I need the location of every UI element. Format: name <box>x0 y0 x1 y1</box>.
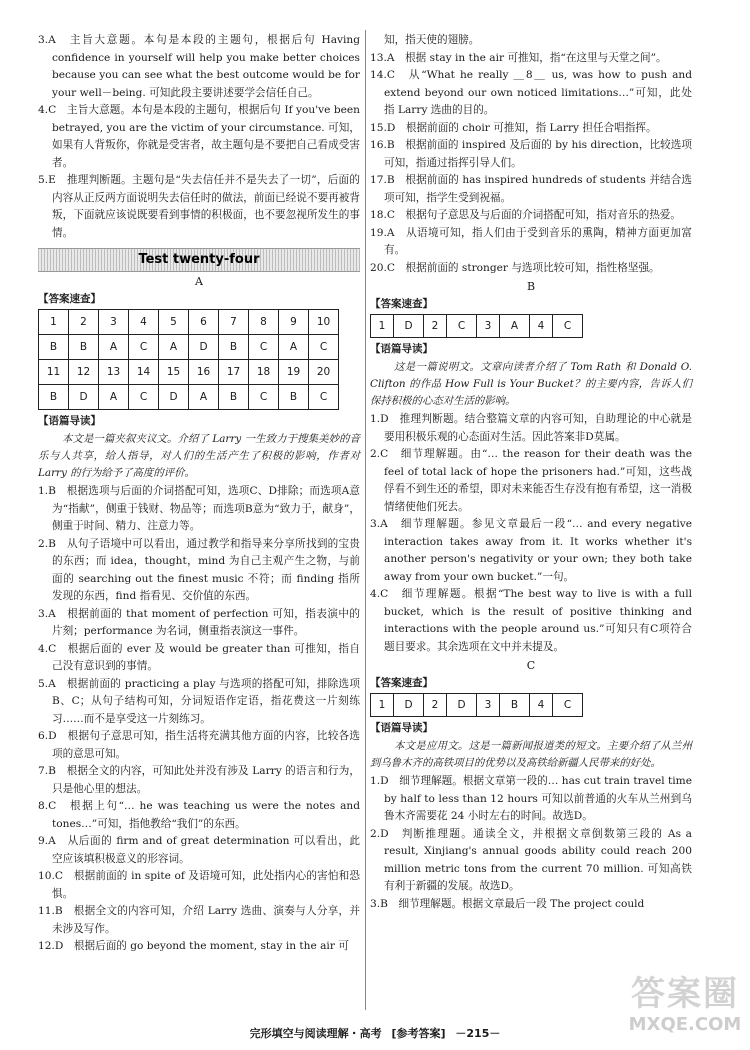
answer-cell: C <box>447 315 477 338</box>
section-a-letter: A <box>195 275 203 288</box>
question-number-cell: 4 <box>530 315 553 338</box>
answer-cell: C <box>553 315 583 338</box>
answer-cell: B <box>219 385 249 410</box>
answer-cell: D <box>394 315 424 338</box>
answer-cell: B <box>279 385 309 410</box>
passage-guide-label: 【语篇导读】 <box>38 415 101 427</box>
answer-grid-row <box>39 310 339 335</box>
question-number-cell: 17 <box>219 360 249 385</box>
answer-grid-row <box>39 385 339 410</box>
explanation-item: 3.B 细节理解题。根据文章最后一段 The project could <box>370 897 645 910</box>
answer-cell: D <box>69 385 99 410</box>
answer-cell: B <box>69 335 99 360</box>
answer-cell: A <box>500 315 530 338</box>
answer-cell: D <box>189 335 219 360</box>
explanation-item: 4.C 细节理解题。根据“The best way to live is with a full bucket, which is the result of positive thinking and interactions with the people around us.”可知只有C项符合题目要求。其余选项在文中并未提及。 <box>370 588 692 653</box>
question-number-cell: 3 <box>477 694 500 717</box>
question-number-cell: 3 <box>99 310 129 335</box>
explanation-item: 19.A 从语境可知，指人们由于受到音乐的熏陶，精神方面更加富有。 <box>370 226 692 256</box>
answer-cell: C <box>553 694 583 717</box>
explanation-item: 2.D 判断推理题。通读全文，并根据文章倒数第三段的 As a result, Xinjiang's annual goods ability could reach 200 million metric tons from the current 70 million. 可知高铁有利于新疆的发展。故选D。 <box>370 827 692 892</box>
explanation-item: 8.C 根据上句“… he was teaching us were the notes and tones…”可知，指他教给“我们”的东西。 <box>38 800 360 830</box>
right-column <box>370 32 692 913</box>
answer-cell: A <box>99 335 129 360</box>
explanation-item: 知，指天使的翅膀。 <box>384 34 480 46</box>
answer-grid-row <box>39 335 339 360</box>
answer-strip-c <box>370 693 583 717</box>
explanation-item: 2.C 细节理解题。由“… the reason for their death was the feel of total lack of hope the prisoners had.”可知，这些战俘看不到生还的希望，即对未来能否生存没有抱有希望，这一消极情绪使他们死去。 <box>370 448 692 513</box>
answer-cell: A <box>159 335 189 360</box>
explanation-item: 20.C 根据前面的 stronger 与选项比较可知，指性格坚强。 <box>370 261 660 274</box>
answer-cell: C <box>129 335 159 360</box>
question-number-cell: 10 <box>309 310 339 335</box>
explanation-item: 1.B 根据选项与后面的介词搭配可知，选项C、D排除；而选项A意为“指献”，侧重于钱财、物品等；而选项B意为“致力于，献身”，侧重于时间、精力、注意力等。 <box>38 485 360 532</box>
answer-cell: C <box>309 335 339 360</box>
explanation-item: 17.B 根据前面的 has inspired hundreds of students 并结合选项可知，指学生受到祝福。 <box>370 174 692 204</box>
answer-cell: C <box>249 335 279 360</box>
question-number-cell: 4 <box>129 310 159 335</box>
explanation-item: 5.E 推理判断题。主题句是“失去信任并不是失去了一切”，后面的内容从正反两方面说明失去信任时的做法，前面已经说不要再被背叛，下面就应该说既要看到事情的积极面，也不要忽视所发生的事情。 <box>38 174 360 239</box>
explanation-item: 4.C 主旨大意题。本句是本段的主题句，根据后句 If you've been betrayed, you are the victim of your circumstance. 可知，如果有人背叛你，你就是受害者，故主题句是不要把自己看成受害者。 <box>38 104 360 169</box>
answer-cell: D <box>159 385 189 410</box>
passage-summary: 这是一篇说明文。文章向读者介绍了 Tom Rath 和 Donald O. Clifton 的作品 How Full is Your Bucket？的主要内容，告诉人们保持积极的心态对生活的影响。 <box>370 361 692 407</box>
answer-cell: C <box>129 385 159 410</box>
explanation-item: 1.D 细节理解题。根据文章第一段的… has cut train travel time by half to less than 12 hours 可知以前普通的火车从兰州到乌鲁木齐需要花 24 小时左右的时间。故选D。 <box>370 775 692 822</box>
question-number-cell: 8 <box>249 310 279 335</box>
answer-strip-row <box>371 315 583 338</box>
question-number-cell: 3 <box>477 315 500 338</box>
question-number-cell: 14 <box>129 360 159 385</box>
question-number-cell: 2 <box>69 310 99 335</box>
explanation-item: 2.B 从句子语境中可以看出，通过教学和指导来分享所找到的宝贵的东西；而 idea，thought，mind 为自己主观产生之物，与前面的 searching out the finest music 不符；而 finding 指所发现的东西，find 指看见、交价值的东西。 <box>38 537 360 602</box>
explanation-item: 16.B 根据前面的 inspired 及后面的 by his direction，比较选项可知，指通过指挥引导人们。 <box>370 139 692 169</box>
book-title: 完形填空与阅读理解・高考 <box>249 1027 382 1040</box>
answer-cell: D <box>447 694 477 717</box>
question-number-cell: 2 <box>424 315 447 338</box>
answer-cell: B <box>500 694 530 717</box>
answer-cell: D <box>394 694 424 717</box>
answer-cell: A <box>99 385 129 410</box>
question-number-cell: 7 <box>219 310 249 335</box>
explanation-item: 11.B 根据全文的内容可知，介绍 Larry 选曲、演奏与人分享，并未涉及写作。 <box>38 905 360 935</box>
answer-strip-b <box>370 314 583 338</box>
question-number-cell: 1 <box>39 310 69 335</box>
watermark-logo-text: 答案圈 <box>631 974 739 1014</box>
question-number-cell: 9 <box>279 310 309 335</box>
answer-check-label: 【答案速查】 <box>38 293 101 305</box>
explanation-item: 14.C 从“What he really ＿8＿ us, was how to push and extend beyond our own noticed limitations…”可知，此处指 Larry 选曲的目的。 <box>370 69 692 116</box>
column-divider <box>365 30 366 1010</box>
answer-cell: B <box>39 335 69 360</box>
question-number-cell: 2 <box>424 694 447 717</box>
question-number-cell: 13 <box>99 360 129 385</box>
site-watermark <box>626 974 744 1044</box>
question-number-cell: 12 <box>69 360 99 385</box>
question-number-cell: 20 <box>309 360 339 385</box>
question-number-cell: 1 <box>371 315 394 338</box>
question-number-cell: 16 <box>189 360 219 385</box>
passage-guide-label: 【语篇导读】 <box>370 343 433 355</box>
page-number: －215－ <box>455 1027 501 1040</box>
section-c-letter: C <box>526 659 536 672</box>
explanation-item: 4.C 根据后面的 ever 及 would be greater than 可推知，指自己没有意识到的事情。 <box>38 642 360 672</box>
explanation-item: 13.A 根据 stay in the air 可推知，指“在这里与天堂之间”。 <box>370 51 667 64</box>
answer-cell: C <box>309 385 339 410</box>
answer-cell: B <box>219 335 249 360</box>
question-number-cell: 6 <box>189 310 219 335</box>
answer-cell: C <box>249 385 279 410</box>
answer-cell: A <box>279 335 309 360</box>
explanation-item: 1.D 推理判断题。结合整篇文章的内容可知，自助理论的中心就是要用积极乐观的心态面对生活。因此答案非D莫属。 <box>370 413 692 443</box>
answer-check-label: 【答案速查】 <box>370 298 433 310</box>
section-b-letter: B <box>526 280 536 293</box>
explanation-item: 12.D 根据后面的 go beyond the moment, stay in the air 可 <box>38 940 349 952</box>
question-number-cell: 18 <box>249 360 279 385</box>
explanation-item: 5.A 根据前面的 practicing a play 与选项的搭配可知，排除选项B、C；从句子结构可知，分词短语作定语，指花费这一片刻练习……而不是享受这一片刻练习。 <box>38 677 360 725</box>
explanation-item: 10.C 根据前面的 in spite of 及语境可知，此处指内心的害怕和恐惧。 <box>38 870 360 900</box>
question-number-cell: 1 <box>371 694 394 717</box>
passage-summary: 本文是应用文。这是一篇新闻报道类的短文。主要介绍了从兰州到乌鲁木齐的高铁项目的优势以及高铁给新疆人民带来的好处。 <box>370 740 692 769</box>
answer-cell: A <box>189 385 219 410</box>
question-number-cell: 19 <box>279 360 309 385</box>
answer-check-label: 【答案速查】 <box>370 677 433 689</box>
answer-grid-a <box>38 309 339 410</box>
explanation-item: 3.A 细节理解题。参见文章最后一段“… and every negative interaction takes away from it. It works whether it's another person's negativity or your own; they both take away from your own bucket.”一句。 <box>370 518 692 583</box>
watermark-url: MXQE.COM <box>628 1014 742 1035</box>
question-number-cell: 5 <box>159 310 189 335</box>
footer-section: [参考答案] <box>391 1027 446 1040</box>
explanation-item: 18.C 根据句子意思及与后面的介词搭配可知，指对音乐的热爱。 <box>370 209 681 221</box>
passage-guide-label: 【语篇导读】 <box>370 722 433 734</box>
question-number-cell: 11 <box>39 360 69 385</box>
passage-summary: 本文是一篇夹叙夹议文。介绍了 Larry 一生致力于搜集美妙的音乐与人共享，给人指导，对人们的生活产生了积极的影响，作者对 Larry 的行为给予了高度的评价。 <box>38 433 360 479</box>
test-title-banner: Test twenty-four <box>38 248 360 272</box>
explanation-item: 6.D 根据句子意思可知，指生活将充满其他方面的内容，比较各选项的意思可知。 <box>38 730 360 760</box>
explanation-item: 3.A 主旨大意题。本句是本段的主题句，根据后句 Having confidence in yourself will help you make better choices because you can see what the best outcome would be for your well－being. 可知此段主要讲述要学会信任自己。 <box>38 34 360 99</box>
answer-grid-row <box>39 360 339 385</box>
explanation-item: 3.A 根据前面的 that moment of perfection 可知，指表演中的片刻；performance 为名词，侧重指表演这一事件。 <box>38 607 360 637</box>
explanation-item: 9.A 从后面的 firm and of great determination 可以看出，此空应该填积极意义的形容词。 <box>38 835 360 865</box>
explanation-item: 15.D 根据前面的 choir 可推知，指 Larry 担任合唱指挥。 <box>370 121 657 134</box>
left-column <box>38 32 360 956</box>
answer-cell: B <box>39 385 69 410</box>
question-number-cell: 4 <box>530 694 553 717</box>
explanation-item: 7.B 根据全文的内容，可知此处并没有涉及 Larry 的语言和行为，只是他心里的想法。 <box>38 765 360 795</box>
answer-strip-row <box>371 694 583 717</box>
question-number-cell: 15 <box>159 360 189 385</box>
